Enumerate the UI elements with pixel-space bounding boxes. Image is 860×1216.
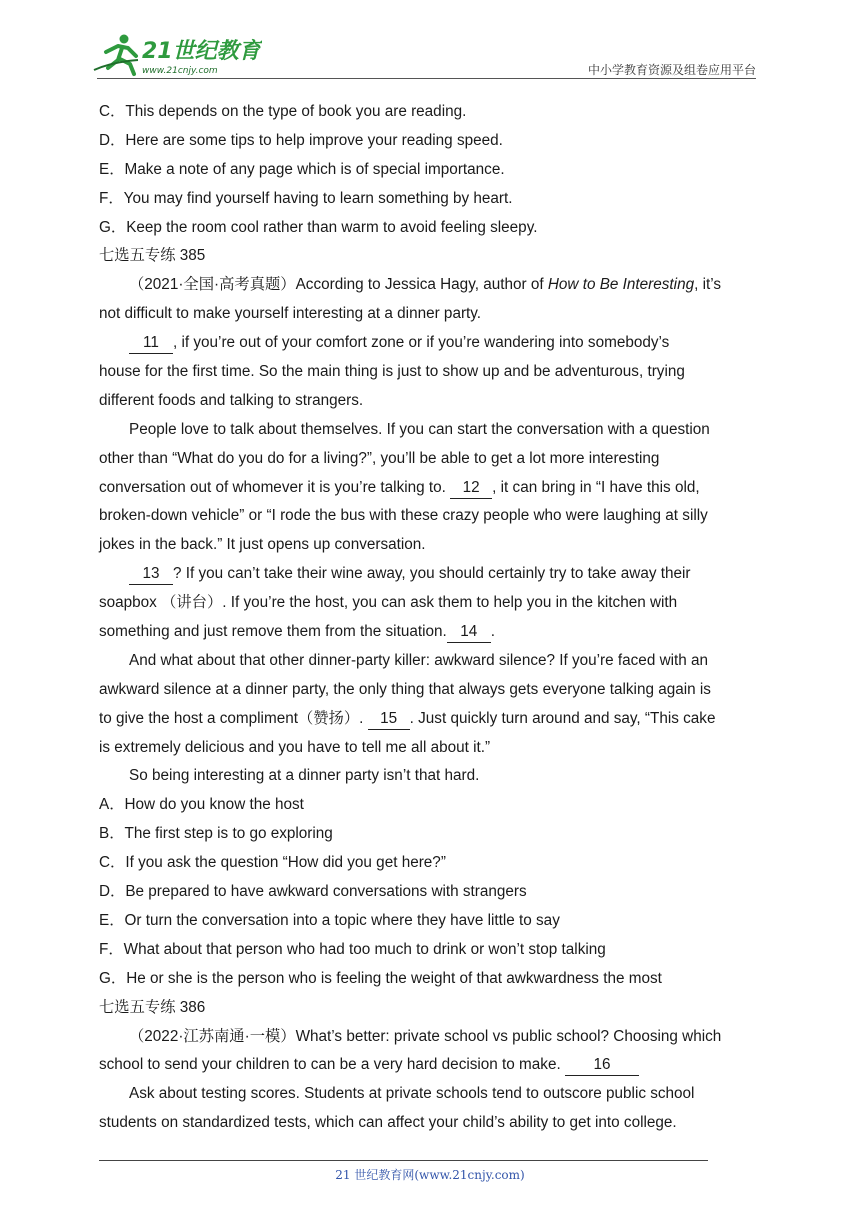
text-span: to give the host a compliment（赞扬）.	[99, 709, 368, 727]
site-tagline: 中小学教育资源及组卷应用平台	[587, 63, 756, 77]
paragraph-line: jokes in the back.” It just opens up conversation.	[99, 536, 426, 554]
text-span: . Just quickly turn around and say, “This cake	[409, 709, 716, 727]
paragraph-line: broken-down vehicle” or “I rode the bus with these crazy people who were laughing at silly	[99, 507, 708, 525]
paragraph-line: different foods and talking to strangers.	[99, 391, 364, 409]
header-divider	[97, 78, 756, 79]
option-c: C．If you ask the question “How did you get here?”	[99, 854, 446, 872]
blank-13: 13	[129, 564, 173, 585]
paragraph-line	[99, 271, 763, 300]
blank-15: 15	[368, 709, 410, 730]
document-body	[99, 98, 763, 1138]
paragraph-line	[99, 560, 763, 589]
page-header	[0, 0, 860, 84]
text-span: , it can bring in “I have this old,	[492, 478, 700, 496]
paragraph-line: （2022·江苏南通·一模）What’s better: private school vs public school? Choosing which	[129, 1027, 722, 1045]
paragraph-line	[99, 705, 763, 734]
page-footer: 21 世纪教育网(www.21cnjy.com)	[335, 1168, 525, 1182]
logo-url: www.21cnjy.com	[142, 66, 218, 76]
paragraph-line: soapbox （讲台）. If you’re the host, you can ask them to help you in the kitchen with	[99, 594, 678, 612]
text-span: school to send your children to can be a very hard decision to make.	[99, 1056, 565, 1074]
paragraph-line: students on standardized tests, which can affect your child’s ability to get into college.	[99, 1114, 677, 1132]
blank-16: 16	[565, 1055, 639, 1076]
blank-14: 14	[447, 622, 491, 643]
text-span: ? If you can’t take their wine away, you should certainly try to take away their	[173, 565, 691, 583]
footer-divider	[99, 1160, 708, 1161]
text-span: .	[490, 623, 496, 641]
option-d-prev: D．Here are some tips to help improve your reading speed.	[99, 131, 503, 149]
option-f-prev: F．You may find yourself having to learn something by heart.	[99, 189, 513, 207]
book-title: How to Be Interesting	[547, 276, 695, 294]
option-g-prev: G．Keep the room cool rather than warm to avoid feeling sleepy.	[99, 218, 538, 236]
paragraph-line: Ask about testing scores. Students at private schools tend to outscore public school	[129, 1085, 695, 1103]
blank-11: 11	[129, 333, 173, 354]
logo	[92, 30, 262, 78]
text-span: （2021·全国·高考真题）According to Jessica Hagy, author of	[129, 276, 548, 294]
paragraph-line: awkward silence at a dinner party, the only thing that always gets everyone talking again is	[99, 680, 711, 698]
paragraph-line	[99, 618, 763, 647]
option-e-prev: E．Make a note of any page which is of special importance.	[99, 160, 505, 178]
option-g: G．He or she is the person who is feeling the weight of that awkwardness the most	[99, 969, 662, 987]
paragraph-line	[99, 1051, 763, 1080]
option-c-prev: C．This depends on the type of book you are reading.	[99, 103, 467, 120]
option-e: E．Or turn the conversation into a topic where they have little to say	[99, 911, 560, 929]
paragraph-line: And what about that other dinner-party killer: awkward silence? If you’re faced with an	[129, 651, 709, 669]
exercise-386-title: 七选五专练 386	[99, 998, 206, 1016]
paragraph-line	[99, 329, 763, 358]
paragraph-line: house for the first time. So the main thing is just to show up and be adventurous, trying	[99, 363, 685, 381]
text-span: something and just remove them from the situation.	[99, 623, 447, 641]
blank-12: 12	[450, 478, 492, 499]
paragraph-line: not difficult to make yourself interesting at a dinner party.	[99, 305, 482, 323]
logo-text: 21世纪教育	[142, 39, 261, 64]
text-span: , if you’re out of your comfort zone or if you’re wandering into somebody’s	[173, 334, 670, 352]
paragraph-line: is extremely delicious and you have to tell me all about it.”	[99, 738, 491, 756]
paragraph-line: People love to talk about themselves. If you can start the conversation with a question	[129, 420, 710, 438]
option-f: F．What about that person who had too much to drink or won’t stop talking	[99, 940, 606, 958]
exercise-385-title: 七选五专练 385	[99, 247, 206, 265]
option-b: B．The first step is to go exploring	[99, 825, 333, 843]
paragraph-line: So being interesting at a dinner party isn’t that hard.	[129, 767, 480, 785]
option-a: A．How do you know the host	[99, 796, 304, 814]
option-d: D．Be prepared to have awkward conversations with strangers	[99, 883, 527, 901]
paragraph-line	[99, 474, 763, 503]
paragraph-line: other than “What do you do for a living?”, you’ll be able to get a lot more interesting	[99, 449, 660, 467]
text-span: conversation out of whomever it is you’re talking to.	[99, 478, 451, 496]
text-span: , it’s	[694, 276, 722, 294]
